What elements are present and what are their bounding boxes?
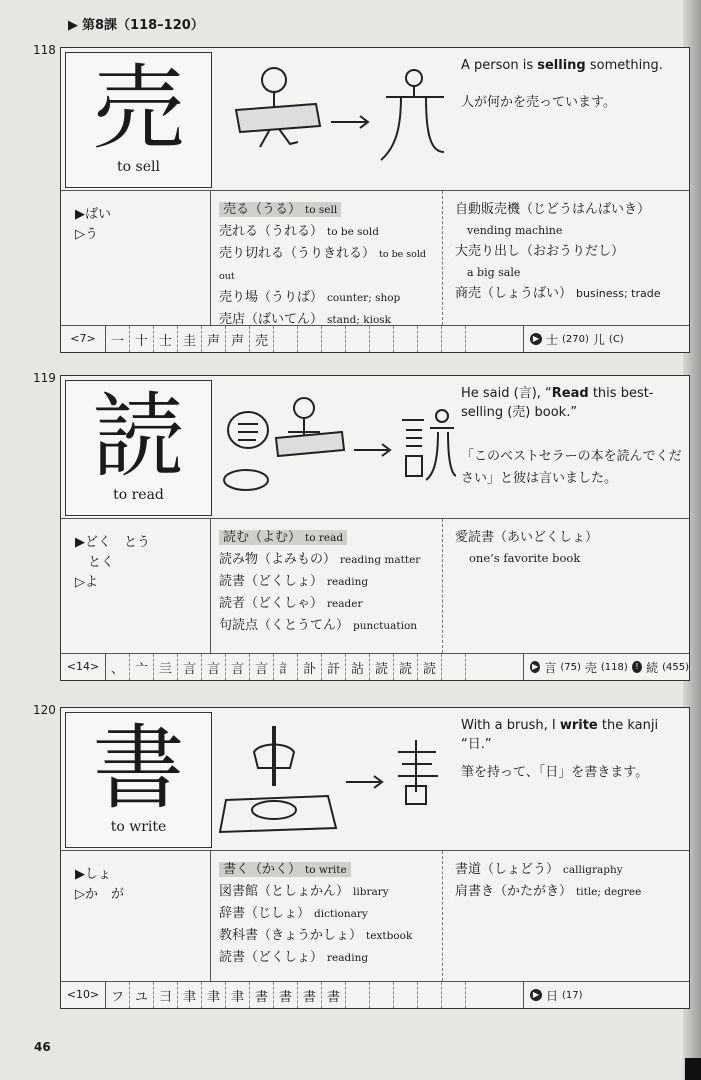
eng-keyword: selling (537, 58, 586, 73)
play-icon: ▶ (530, 989, 542, 1001)
japanese-sentence: 「このベストセラーの本を読んでください」と彼は言いました。 (461, 449, 682, 486)
person-head (262, 68, 286, 92)
ref-number: (118) (600, 661, 628, 673)
stroke-step: 聿 (226, 982, 250, 1008)
vocab-word: 売れる（うれる） (219, 224, 324, 239)
vocab-gloss: reading (327, 576, 369, 588)
eng-part: the kanji “日.” (461, 718, 659, 752)
kanji-box (65, 380, 212, 516)
vocab-item (219, 925, 442, 947)
vocab-item (219, 571, 442, 593)
ref-kanji: 儿 (592, 332, 605, 347)
page-header: ▶ 第8課（118–120） (68, 18, 204, 33)
vocab-gloss: vending machine (467, 224, 563, 237)
kanji-character: 書 (92, 715, 185, 822)
eng-part: With a brush, I (461, 718, 560, 733)
stroke-step (370, 326, 394, 352)
ref-kanji: 日 (546, 988, 559, 1003)
stroke-step: 詁 (346, 654, 370, 680)
kanji-box (65, 52, 212, 188)
mouth (224, 470, 268, 490)
stroke-step (442, 982, 466, 1008)
vocab-gloss: stand; kiosk (327, 314, 392, 326)
stroke-step: フ (106, 982, 130, 1008)
kanji-meaning: to sell (117, 159, 160, 175)
vocab-gloss: to write (305, 864, 347, 876)
reading-on: とく (75, 555, 115, 570)
stroke-step: 十 (130, 326, 154, 352)
stroke-order-row (61, 982, 689, 1008)
play-icon: ▶ (530, 661, 540, 673)
entry-number: 119 (33, 371, 56, 385)
stroke-step: 読 (370, 654, 394, 680)
entry-number: 120 (33, 703, 56, 717)
readings (61, 191, 211, 325)
vocab-word: 図書館（としょかん） (219, 884, 350, 899)
english-sentence (461, 56, 681, 75)
stroke-step (346, 982, 370, 1008)
mnemonic-illustration (216, 712, 456, 846)
vocab-item (455, 859, 689, 881)
ref-number: (75) (560, 661, 581, 673)
vocab-word: 読書（どくしょ） (219, 950, 324, 965)
stroke-step: 言 (202, 654, 226, 680)
stroke-step (418, 982, 442, 1008)
vocab-list (211, 851, 443, 981)
eng-part: He said (言), “ (461, 386, 552, 401)
stroke-step: 訁 (274, 654, 298, 680)
vocab-gloss: library (353, 886, 389, 898)
stroke-step: 読 (394, 654, 418, 680)
reading-kun: ▷か が (75, 887, 124, 902)
vocab-item (219, 615, 442, 637)
stroke-step: 書 (274, 982, 298, 1008)
stroke-step (370, 982, 394, 1008)
vocab-gloss: title; degree (576, 886, 642, 898)
vocab-item (455, 283, 689, 304)
stroke-step: 圭 (178, 326, 202, 352)
eng-keyword: Read (551, 386, 589, 401)
vocab-list-2 (443, 519, 689, 653)
kanji-entry-118 (33, 43, 690, 353)
vocab-word: 書道（しょどう） (455, 862, 560, 877)
stroke-step: 読 (418, 654, 442, 680)
vocab-item (455, 881, 689, 903)
reading-kun: ▷う (75, 227, 98, 242)
stroke-step: 書 (322, 982, 346, 1008)
vocab-item (219, 947, 442, 969)
stroke-step (274, 326, 298, 352)
vocab-word: 商売（しょうばい） (455, 286, 573, 301)
vocab-item (219, 881, 442, 903)
stroke-step (442, 326, 466, 352)
stroke-count: <10> (61, 982, 106, 1008)
stroke-step: 訐 (322, 654, 346, 680)
english-sentence (461, 716, 681, 754)
ref-kanji: 売 (584, 660, 597, 675)
ref-number: (270) (562, 333, 589, 345)
person-head (294, 398, 314, 418)
tray (236, 104, 320, 132)
page-tab (685, 1058, 701, 1080)
stroke-step: 書 (250, 982, 274, 1008)
vocab-gloss: one’s favorite book (469, 551, 581, 565)
ref-number: (17) (562, 989, 583, 1001)
vocab-item (219, 903, 442, 925)
vocab-item (219, 199, 442, 221)
stroke-step: 声 (202, 326, 226, 352)
vocab-gloss: dictionary (314, 908, 368, 920)
vocab-item (219, 287, 442, 309)
vocab-gloss: calligraphy (563, 864, 623, 876)
mnemonic-illustration (216, 380, 456, 514)
reading-kun: ▷よ (75, 575, 98, 590)
vocab-gloss: to be sold out (219, 249, 427, 282)
kanji-meaning: to write (110, 819, 167, 835)
kanji-references (523, 982, 689, 1008)
kanji-meaning: to read (113, 487, 164, 503)
vocab-word: 読者（どくしゃ） (219, 596, 324, 611)
vocab-gloss: a big sale (467, 266, 521, 279)
vocab-item (219, 549, 442, 571)
vocab-word: 売り切れる（うりきれる） (219, 246, 376, 261)
speech-bubble (228, 412, 268, 448)
warning-icon: ! (632, 661, 642, 673)
kanji-box (65, 712, 212, 848)
vocab-word: 読み物（よみもの） (219, 552, 337, 567)
vocab-word: 教科書（きょうかしょ） (219, 928, 363, 943)
vocab-list (211, 191, 443, 325)
reading-on: ▶どく とう (75, 535, 150, 550)
stroke-step: 一 (106, 326, 130, 352)
vocab-word: 愛読書（あいどくしょ） (455, 530, 599, 545)
kanji-character: 売 (92, 55, 185, 162)
vocab-word: 肩書き（かたがき） (455, 884, 573, 899)
vocab-item (219, 527, 442, 549)
kanji-references (523, 654, 689, 680)
stroke-count: <7> (61, 326, 106, 352)
vocab-word: 自動販売機（じどうはんばいき） (455, 202, 651, 217)
vocab-gloss: reading (327, 952, 369, 964)
vocab-list-2 (443, 191, 689, 325)
book-tray (276, 432, 344, 456)
kanji-entry-119 (33, 371, 690, 681)
eng-part: something. (585, 58, 663, 73)
stroke-step: 亖 (154, 654, 178, 680)
stroke-step: 言 (226, 654, 250, 680)
vocab-word: 売る（うる） (223, 202, 302, 217)
kanji-character: 読 (92, 383, 185, 490)
stroke-step: 聿 (178, 982, 202, 1008)
vocab-gloss: to sell (305, 204, 338, 216)
vocab-item (219, 221, 442, 243)
vocab-gloss: reading matter (340, 554, 421, 566)
vocab-list (211, 519, 443, 653)
ref-kanji: 続 (646, 660, 659, 675)
vocab-word: 売店（ばいてん） (219, 312, 324, 327)
stroke-step (442, 654, 466, 680)
english-sentence (461, 384, 681, 422)
stroke-step (394, 326, 418, 352)
entry-number: 118 (33, 43, 56, 57)
stroke-step: 彐 (154, 982, 178, 1008)
japanese-sentence: 人が何かを売っています。 (461, 95, 616, 110)
vocab-word: 読む（よむ） (223, 530, 302, 545)
vocab-word: 売り場（うりば） (219, 290, 324, 305)
stroke-step (322, 326, 346, 352)
page-number: 46 (34, 1040, 51, 1054)
eng-part: this best-selling (売) book.” (461, 386, 654, 420)
stroke-step: 訃 (298, 654, 322, 680)
vocab-item (219, 593, 442, 615)
eng-keyword: write (559, 718, 598, 733)
vocab-word: 書く（かく） (223, 862, 302, 877)
reading-on: ▶ばい (75, 207, 111, 222)
stroke-step: 書 (298, 982, 322, 1008)
kanji-entry-120 (33, 703, 690, 1009)
play-icon: ▶ (530, 333, 542, 345)
vocab-word: 句読点（くとうてん） (219, 618, 350, 633)
mnemonic-illustration (216, 52, 456, 186)
vocab-gloss: reader (327, 598, 363, 610)
stroke-step: 売 (250, 326, 274, 352)
vocab-item (219, 243, 442, 287)
japanese-sentence: 筆を持って、「日」を書きます。 (461, 765, 649, 780)
header-text: 第8課（118–120） (82, 18, 204, 33)
vocab-gloss: to be sold (327, 226, 379, 238)
stroke-step (298, 326, 322, 352)
readings (61, 851, 211, 981)
vocab-gloss: business; trade (576, 287, 661, 300)
reading-on: ▶しょ (75, 867, 111, 882)
readings (61, 519, 211, 653)
stroke-step: 声 (226, 326, 250, 352)
vocab-word: 辞書（じしょ） (219, 906, 311, 921)
vocab-word: 大売り出し（おおうりだし） (455, 244, 625, 259)
stroke-step: ユ (130, 982, 154, 1008)
stroke-count: <14> (61, 654, 106, 680)
stroke-step (394, 982, 418, 1008)
stroke-step: 亠 (130, 654, 154, 680)
vocab-word: 読書（どくしょ） (219, 574, 324, 589)
ref-number: (455) (662, 661, 689, 673)
stroke-order-row (61, 654, 689, 680)
kanji-references (523, 326, 689, 352)
stroke-step: 士 (154, 326, 178, 352)
stroke-step: 聿 (202, 982, 226, 1008)
stroke-step: 、 (106, 654, 130, 680)
vocab-gloss: textbook (366, 930, 413, 942)
stroke-step: 言 (250, 654, 274, 680)
stroke-step: 言 (178, 654, 202, 680)
ref-number: (C) (608, 333, 624, 345)
vocab-gloss: counter; shop (327, 292, 401, 304)
vocab-list-2 (443, 851, 689, 981)
stroke-step (418, 326, 442, 352)
ref-kanji: 士 (546, 332, 559, 347)
vocab-gloss: to read (305, 532, 344, 544)
vocab-item (219, 859, 442, 881)
stroke-step (346, 326, 370, 352)
ref-kanji: 言 (544, 660, 557, 675)
stroke-order-row (61, 326, 689, 352)
eng-part: A person is (461, 58, 538, 73)
vocab-gloss: punctuation (353, 620, 418, 632)
